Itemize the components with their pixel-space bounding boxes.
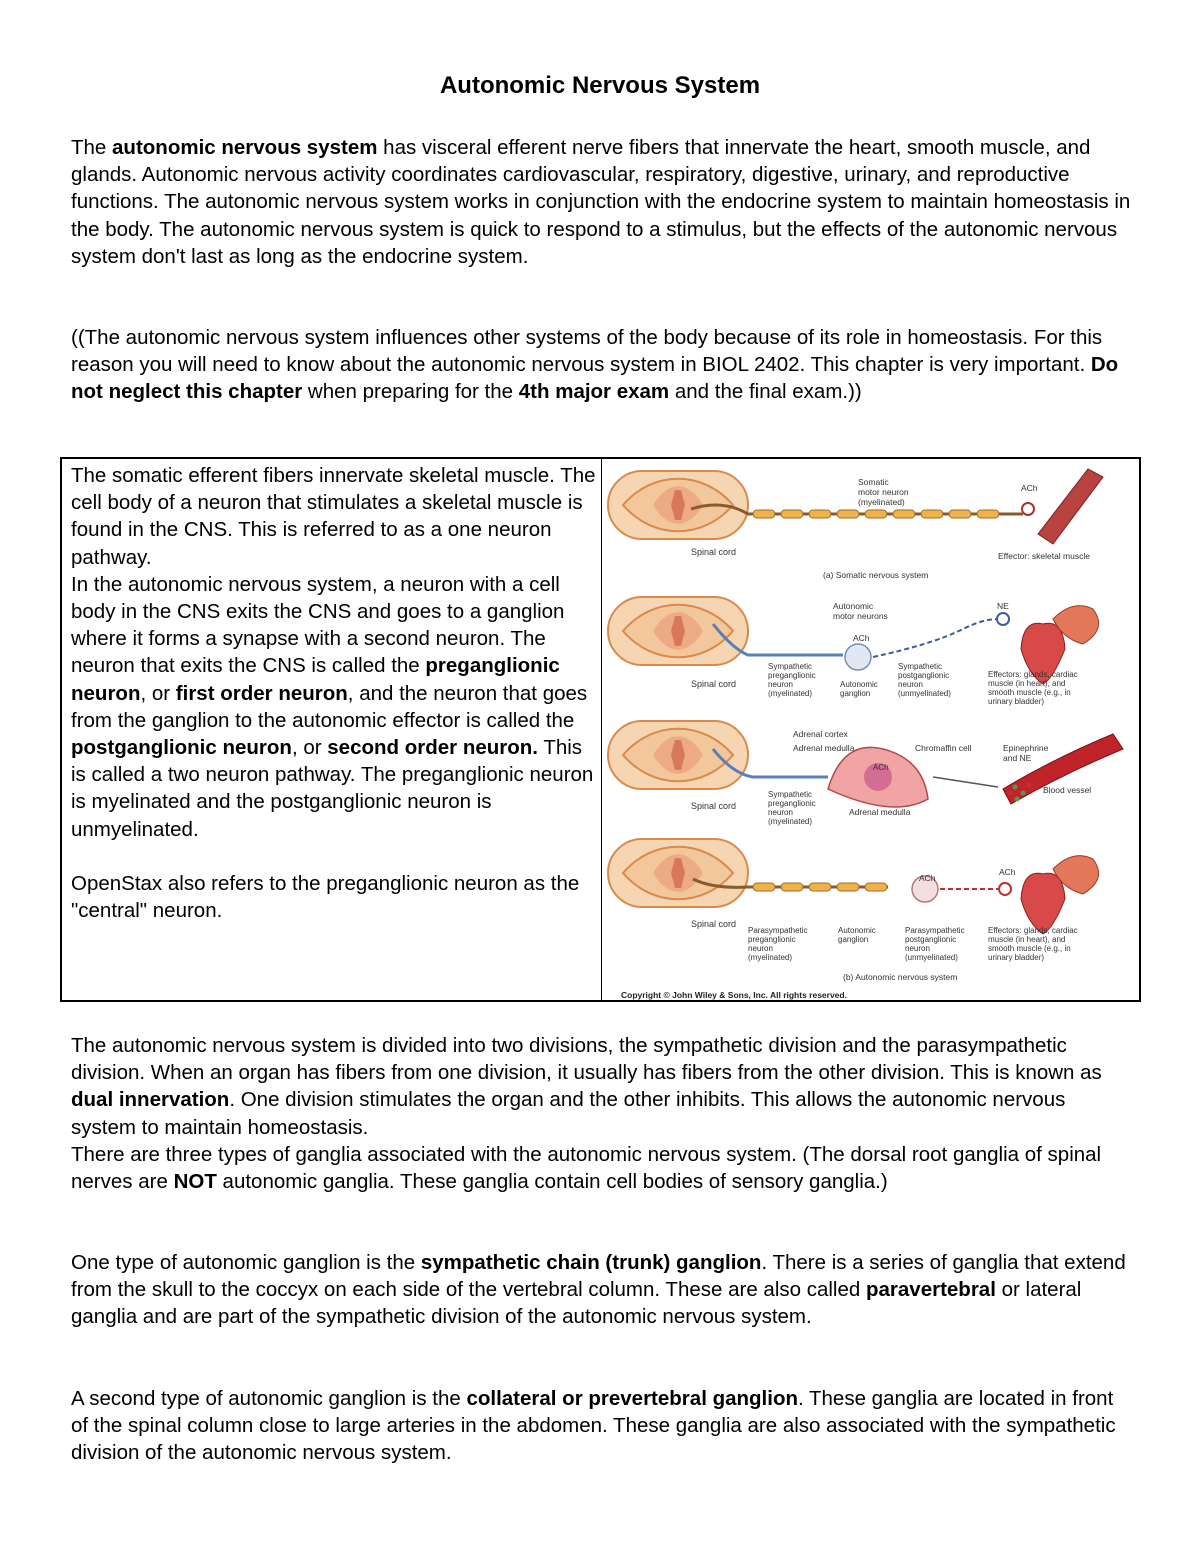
para-pre-label (748, 926, 810, 962)
autonomic-ganglion-label (838, 926, 878, 944)
label-line: (myelinated) (768, 689, 813, 698)
label-line: Autonomic (833, 601, 874, 611)
spinal-cord-label: Spinal cord (691, 801, 737, 811)
bold-term: second order neuron. (327, 736, 538, 760)
text-run: In the autonomic nervous system, a neuron with a cell body in the CNS exits the CNS and goes to a ganglion where it forms a synapse with a second neuron. The neuron that exits the CNS is called the (71, 572, 565, 678)
text-run: , or (291, 736, 328, 760)
bold-term: paravertebral (865, 1278, 996, 1302)
text-run: , or (140, 681, 176, 705)
label-line: postganglionic (898, 671, 950, 680)
text-run: autonomic ganglia. These ganglia contain cell bodies of sensory ganglia.) (216, 1170, 888, 1194)
label-line: neuron (898, 680, 923, 689)
pathway-explanation (71, 462, 596, 924)
label-line: Autonomic (838, 926, 876, 935)
sym-pre-label (768, 790, 818, 826)
label-line: preganglionic (768, 799, 816, 808)
chain-ganglion-paragraph (71, 1249, 1133, 1331)
label-line: (myelinated) (768, 817, 813, 826)
text-run: OpenStax also refers to the preganglionic neuron as the "central" neuron. (71, 871, 580, 923)
label-line: muscle (in heart), and (988, 679, 1066, 688)
text-run: This is called a two neuron pathway. The preganglionic neuron is myelinated and the postganglionic neuron is unmyelinated. (71, 736, 594, 841)
text-run: . One division stimulates the organ and the other inhibits. This allows the autonomic nervous system to maintain homeostasis. (71, 1088, 1066, 1139)
para-post-label (905, 926, 967, 962)
text-run: . These ganglia are located in front of the spinal column close to large arteries in the abdomen. These ganglia are also associated with the sympathetic division of the autonomic nervous system. (71, 1387, 1116, 1465)
collateral-ganglion-paragraph (71, 1385, 1133, 1467)
adrenal-medulla-label: Adrenal medulla (793, 743, 855, 753)
label-line: Effectors: glands, cardiac (988, 670, 1078, 679)
adrenal-medulla-caption: Adrenal medulla (849, 807, 911, 817)
ach-label: ACh (1021, 483, 1038, 493)
label-line: Sympathetic (768, 790, 813, 799)
label-line: neuron (768, 808, 793, 817)
bold-term: dual innervation (71, 1088, 230, 1112)
table-figure-cell (603, 459, 1139, 1000)
intro-paragraph (71, 134, 1133, 270)
label-line: (myelinated) (748, 953, 793, 962)
text-run: has visceral efferent nerve fibers that innervate the heart, smooth muscle, and glands. Autonomic nervous activity coordinates cardiovascular, respiratory, digestive, urinary, and reproductive functions. The autonomic nervous system works in conjunction with the endocrine system to maintain homeostasis in the body. The autonomic nervous system is quick to respond to a stimulus, but the effects of the autonomic nervous system don't last as long as the endocrine system. (71, 136, 1131, 268)
adrenal-pathway-diagram (608, 721, 1123, 826)
label-line: smooth muscle (e.g., in (988, 944, 1071, 953)
text-run: , and the neuron that goes from the ganglion to the autonomic effector is called the (71, 681, 588, 732)
sym-post-label (898, 662, 951, 698)
text-block (71, 571, 596, 843)
text-block (71, 1141, 1133, 1195)
label-line: ganglion (838, 935, 869, 944)
effectors-label (988, 926, 1080, 962)
ach-label: ACh (873, 763, 889, 772)
text-run: One type of autonomic ganglion is the (71, 1251, 421, 1274)
bold-term: collateral or prevertebral ganglion (466, 1387, 798, 1410)
label-line: Sympathetic (768, 662, 813, 671)
copyright-notice: Copyright © John Wiley & Sons, Inc. All rights reserved. (621, 990, 847, 1000)
label-line: ganglion (840, 689, 871, 698)
label-line: (unmyelinated) (898, 689, 951, 698)
label-line: (myelinated) (858, 497, 905, 507)
label-line: neuron (748, 944, 773, 953)
blood-vessel-label: Blood vessel (1043, 785, 1092, 795)
text-block (71, 1032, 1133, 1141)
divisions-paragraph (71, 1032, 1133, 1195)
table-text-cell (62, 459, 602, 1000)
nervous-system-figure (603, 459, 1139, 1000)
bold-term: 4th major exam (518, 380, 670, 404)
sympathetic-pathway-diagram (608, 597, 1099, 706)
text-run: or lateral ganglia and are part of the sympathetic division of the autonomic nervous system. (71, 1278, 1082, 1329)
label-line: preganglionic (748, 935, 796, 944)
ach-label: ACh (999, 867, 1016, 877)
adrenal-cortex-label: Adrenal cortex (793, 729, 848, 739)
label-line: neuron (905, 944, 930, 953)
effector-label: Effector: skeletal muscle (998, 551, 1090, 561)
bold-term: first order neuron (175, 681, 348, 705)
spinal-cord-label: Spinal cord (691, 919, 737, 929)
effectors-label (988, 670, 1080, 706)
text-run: . There is a series of ganglia that extend from the skull to the coccyx on each side of the vertebral column. These are also called (71, 1251, 1126, 1302)
text-run: when preparing for the (302, 380, 519, 404)
caption-a: (a) Somatic nervous system (823, 570, 929, 580)
sym-pre-label (768, 662, 818, 698)
label-line: urinary bladder) (988, 697, 1045, 706)
ach-label: ACh (853, 633, 870, 643)
text-run: The (71, 136, 113, 159)
text-run: ((The autonomic nervous system influences other systems of the body because of its role in homeostasis. For this reason you will need to know about the autonomic nervous system in BIOL 2402. This chapter is very important. (71, 326, 1103, 377)
bold-term: NOT (173, 1170, 217, 1194)
label-line: Parasympathetic (748, 926, 808, 935)
label-line: smooth muscle (e.g., in (988, 688, 1071, 697)
ne-label: NE (997, 601, 1009, 611)
label-line: Parasympathetic (905, 926, 965, 935)
label-line: Effectors: glands, cardiac (988, 926, 1078, 935)
label-line: Autonomic (840, 680, 878, 689)
ach-label: ACh (919, 873, 936, 883)
label-line: preganglionic (768, 671, 816, 680)
parasympathetic-pathway-diagram (608, 839, 1099, 982)
label-line: motor neuron (858, 487, 909, 497)
bold-term: sympathetic chain (trunk) ganglion (420, 1251, 762, 1274)
label-line: Sympathetic (898, 662, 943, 671)
somatic-pathway-diagram (608, 469, 1103, 580)
text-run: A second type of autonomic ganglion is the (71, 1387, 467, 1410)
label-line: urinary bladder) (988, 953, 1045, 962)
chromaffin-label: Chromaffin cell (915, 743, 972, 753)
bold-term: preganglionic neuron (71, 654, 560, 705)
label-line: (unmyelinated) (905, 953, 958, 962)
label-line: postganglionic (905, 935, 957, 944)
spinal-cord-label: Spinal cord (691, 679, 737, 689)
spinal-cord-label: Spinal cord (691, 547, 737, 557)
bold-term: Do not neglect this chapter (71, 353, 1119, 404)
label-line: muscle (in heart), and (988, 935, 1066, 944)
label-line: Somatic (858, 477, 889, 487)
page-title: Autonomic Nervous System (439, 72, 761, 99)
bold-term: autonomic nervous system (112, 136, 378, 159)
importance-paragraph (71, 324, 1133, 406)
somatic-neuron-label (858, 477, 911, 507)
autonomic-ganglion-label (840, 680, 880, 698)
text-run: The autonomic nervous system is divided into two divisions, the sympathetic division and the parasympathetic division. When an organ has fibers from one division, it usually has fibers from the other division. This is known as (71, 1034, 1102, 1085)
label-line: and NE (1003, 753, 1032, 763)
comparison-table (60, 457, 1141, 1002)
label-line: neuron (768, 680, 793, 689)
bold-term: postganglionic neuron (71, 736, 292, 760)
label-line: motor neurons (833, 611, 888, 621)
autonomic-motor-label (833, 601, 888, 621)
text-run: and the final exam.)) (669, 380, 862, 404)
label-line: Epinephrine (1003, 743, 1049, 753)
text-run: There are three types of ganglia associated with the autonomic nervous system. (The dorsal root ganglia of spinal nerves are (71, 1142, 1102, 1194)
caption-b: (b) Autonomic nervous system (843, 972, 958, 982)
epinephrine-label (1003, 743, 1051, 763)
text-run: The somatic efferent fibers innervate skeletal muscle. The cell body of a neuron that stimulates a skeletal muscle is found in the CNS. This is referred to as a one neuron pathway. (71, 464, 596, 569)
